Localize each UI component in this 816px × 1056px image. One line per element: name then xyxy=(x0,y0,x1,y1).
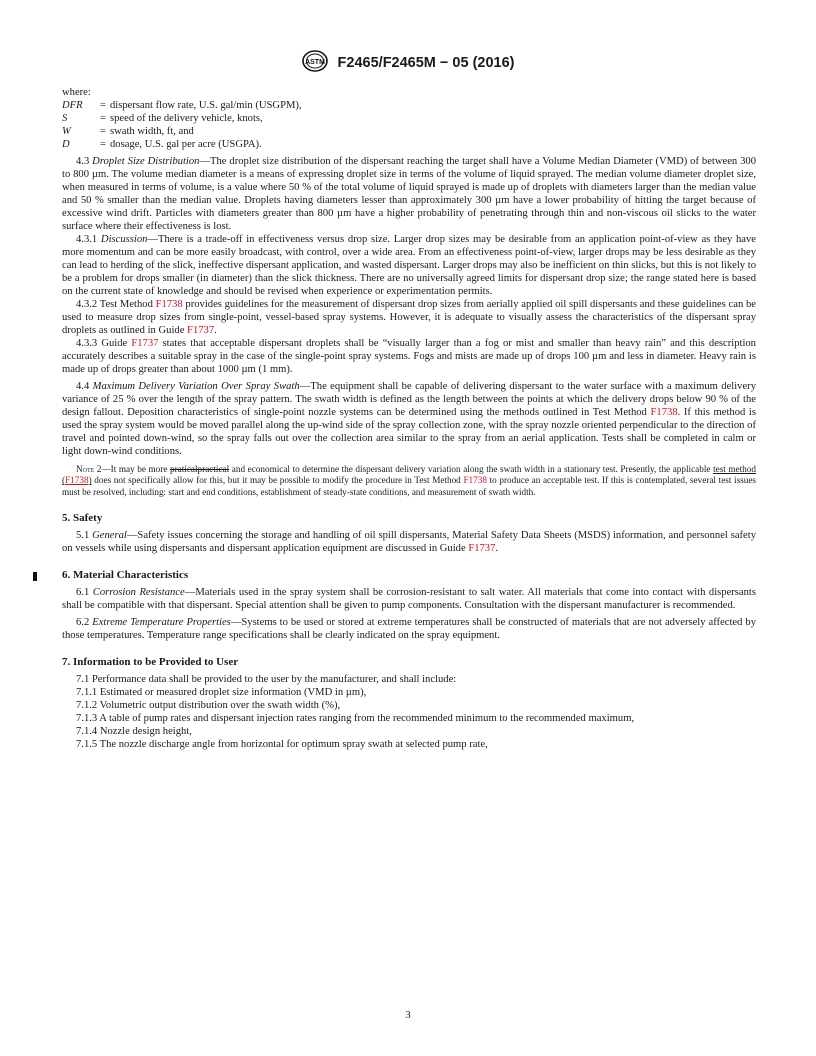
where-label: where: xyxy=(62,87,91,98)
definition-symbol: DFR xyxy=(62,100,83,111)
section-number: 4.4 xyxy=(76,381,90,392)
change-bar xyxy=(33,572,37,581)
paragraph-4-3-2 xyxy=(62,298,756,337)
astm-logo-icon xyxy=(302,50,328,76)
paragraph-text: provides guidelines for the measurement of dispersant drop sizes from aerially applied oil spill dispersants and these guidelines can be used to measure drop sizes from single-point, vessel-based spray systems. However, it is adequate to visually assess the characteristics of the dispersant spray droplets as outlined in Guide xyxy=(62,299,756,336)
reference-link[interactable]: F1738 xyxy=(65,475,89,486)
paragraph-text: . If this method is used the spray system would be moved parallel along the up-wind side of the spray collection zone, with the spray nozzle oriented perpendicular to the direction of travel and pointed down-wind, so the spray falls out over the collection area similar to the spray from an aerial application. Tests shall be completed in calm or light down-wind conditions. xyxy=(62,407,756,457)
section-number: 4.3.3 xyxy=(76,338,98,349)
note-label: Note 2 xyxy=(76,464,102,474)
paragraph-4-3 xyxy=(62,155,756,233)
paragraph-text: —The equipment shall be capable of delivering dispersant to the water surface with a maximum delivery variance of 25 % over the length of the spray pattern. The swath width is defined as the length between the points at which the delivery drops below 90 % of the design fallout. Deposition characteristics of single-point nozzle systems can be determined using the methods outlined in Test Method xyxy=(62,381,756,418)
definition-symbol: D xyxy=(62,139,70,150)
list-item: 7.1.5 The nozzle discharge angle from horizontal for optimum spray swath at selected pump rate, xyxy=(76,739,488,751)
definitions-list xyxy=(62,99,756,151)
paragraph-title: Corrosion Resistance xyxy=(92,587,185,599)
paragraph-title: Extreme Temperature Properties xyxy=(92,617,231,629)
note-text: to produce an acceptable test. If this is contemplated, several test issues must be resolved, including: start and end conditions, establishment of steady-state conditions, and measurement of swath width. xyxy=(62,475,756,497)
reference-link[interactable]: F1737 xyxy=(187,325,215,336)
definition-text: speed of the delivery vehicle, knots, xyxy=(110,113,263,124)
definition-eq: = xyxy=(100,113,106,124)
definition-row xyxy=(62,125,756,138)
deleted-text: praticalpractical xyxy=(170,464,230,474)
page-header xyxy=(0,50,816,76)
inserted-text: ) xyxy=(88,475,92,486)
section-number: 4.3.2 xyxy=(76,299,98,310)
definition-row xyxy=(62,99,756,112)
paragraph-4-4 xyxy=(62,380,756,458)
section-heading-safety: 5. Safety xyxy=(62,512,103,525)
list-item: 7.1.4 Nozzle design height, xyxy=(76,726,192,738)
paragraph-text: Test Method xyxy=(99,299,156,310)
definition-symbol: S xyxy=(62,113,68,124)
inserted-text: test method ( xyxy=(62,464,756,486)
definition-row xyxy=(62,138,756,151)
paragraph-text: states that acceptable dispersant droplets shall be “visually larger than a fog or mist and smaller than heavy rain” and this description accurately describes a suitable spray in the case of the single-point spray systems. Fogs and mists are made up of drops 100 µm and less in diameter. Heavy rain is made up of drops greater than about 1000 µm (1 mm). xyxy=(62,338,756,375)
designation: F2465/F2465M − 05 (2016) xyxy=(337,55,515,71)
definition-eq: = xyxy=(100,126,106,137)
section-number: 6.1 xyxy=(76,587,90,599)
paragraph-text: —Systems to be used or stored at extreme temperatures shall be constructed of materials that are not adversely affected by those temperatures. Temperature range specifications shall be clearly indicated on the spray equipment. xyxy=(62,617,756,642)
paragraph-text: —The droplet size distribution of the dispersant reaching the target shall have a Volume Median Diameter (VMD) of between 300 to 800 µm. The volume median diameter is a means of expressing droplet size in terms of the volume of liquid sprayed. The median volume diameter droplet size, when measured in terms of volume, is a value where 50 % of the total volume of liquid sprayed is made up of droplets with diameters larger than the median value and 50 % smaller than the median value. Droplets having diameters lesser than approximately 300 µm have a lower probability of hitting the target because of excessive wind drift. Particles with diameters greater than 800 µm have a higher probability of penetrating through thin and non-viscous oil slicks to the water surface where their effectiveness is lost. xyxy=(62,156,756,232)
definition-text: dosage, U.S. gal per acre (USGPA). xyxy=(110,139,262,150)
note-text: and economical to determine the dispersant delivery variation along the swath width in a stationary test. Presently, the applicable xyxy=(229,464,714,474)
paragraph-text: Guide xyxy=(101,338,132,349)
paragraph-text: . xyxy=(495,543,499,555)
document-body xyxy=(62,86,756,751)
reference-link[interactable]: F1737 xyxy=(468,543,496,555)
section-number: 6.2 xyxy=(76,617,90,629)
paragraph-title: Discussion xyxy=(100,234,148,245)
paragraph-6-2 xyxy=(62,616,756,642)
note-text: —It may be more xyxy=(101,464,171,474)
note-2 xyxy=(62,464,756,498)
list-item: 7.1.2 Volumetric output distribution over the swath width (%), xyxy=(76,700,341,712)
definition-symbol: W xyxy=(62,126,71,137)
paragraph-6-1 xyxy=(62,586,756,612)
reference-link[interactable]: F1738 xyxy=(650,407,678,418)
definition-text: dispersant flow rate, U.S. gal/min (USGPM), xyxy=(110,100,302,111)
paragraph-text: . xyxy=(214,325,217,336)
paragraph-text: —Safety issues concerning the storage and handling of oil spill dispersants, Material Safety Data Sheets (MSDS) information, and personnel safety on vessels while using dispersants and dispersant application equipment are discussed in Guide xyxy=(62,530,756,555)
paragraph-4-3-1 xyxy=(62,233,756,298)
definition-eq: = xyxy=(100,139,106,150)
paragraph-title: General xyxy=(92,530,127,542)
reference-link[interactable]: F1737 xyxy=(131,338,159,349)
svg-text:ASTM: ASTM xyxy=(304,59,325,66)
paragraph-4-3-3 xyxy=(62,337,756,376)
page-number: 3 xyxy=(405,1010,411,1021)
paragraph-text: —There is a trade-off in effectiveness versus drop size. Larger drop sizes may be desirable from an application point-of-view as they have more momentum and can be more easily broadcast, with control, over a wide area. From an effectiveness point-of-view, larger drops may be less desirable as they can lead to herding of the slick, ineffective dispersant application, and wasted dispersant. Larger drops may also be inefficient on thin slicks, but this is not likely to be a problem for drops smaller (in diameter) than the slick thickness. There are no universally agreed limits for dispersant drop size; the range stated here is based on the current state of knowledge and should be revised when experience or experimentation permits. xyxy=(62,234,756,297)
definition-eq: = xyxy=(100,100,106,111)
list-item: 7.1.1 Estimated or measured droplet size information (VMD in µm), xyxy=(76,687,367,699)
reference-link[interactable]: F1738 xyxy=(155,299,183,310)
section-number: 4.3.1 xyxy=(76,234,98,245)
list-item: 7.1 Performance data shall be provided to the user by the manufacturer, and shall include: xyxy=(76,674,457,686)
paragraph-title: Droplet Size Distribution xyxy=(92,156,200,167)
note-text: does not specifically allow for this, but it may be possible to modify the procedure in Test Method xyxy=(91,475,464,486)
list-item: 7.1.3 A table of pump rates and dispersant injection rates ranging from the recommended minimum to the recommended maximum, xyxy=(76,713,635,725)
section-number: 5.1 xyxy=(76,530,90,542)
section-heading-material: 6. Material Characteristics xyxy=(62,569,189,582)
paragraph-text: —Materials used in the spray system shall be corrosion-resistant to salt water. All materials that come into contact with dispersants shall be compatible with that dispersant. Special attention shall be given to pump components. Consultation with the dispersant manufacturer is recommended. xyxy=(62,587,756,612)
definition-row xyxy=(62,112,756,125)
paragraph-title: Maximum Delivery Variation Over Spray Swath xyxy=(92,381,300,392)
section-number: 4.3 xyxy=(76,156,90,167)
paragraph-5-1 xyxy=(62,529,756,555)
definition-text: swath width, ft, and xyxy=(110,126,194,137)
reference-link[interactable]: F1738 xyxy=(463,475,487,486)
section-heading-information: 7. Information to be Provided to User xyxy=(62,656,239,669)
